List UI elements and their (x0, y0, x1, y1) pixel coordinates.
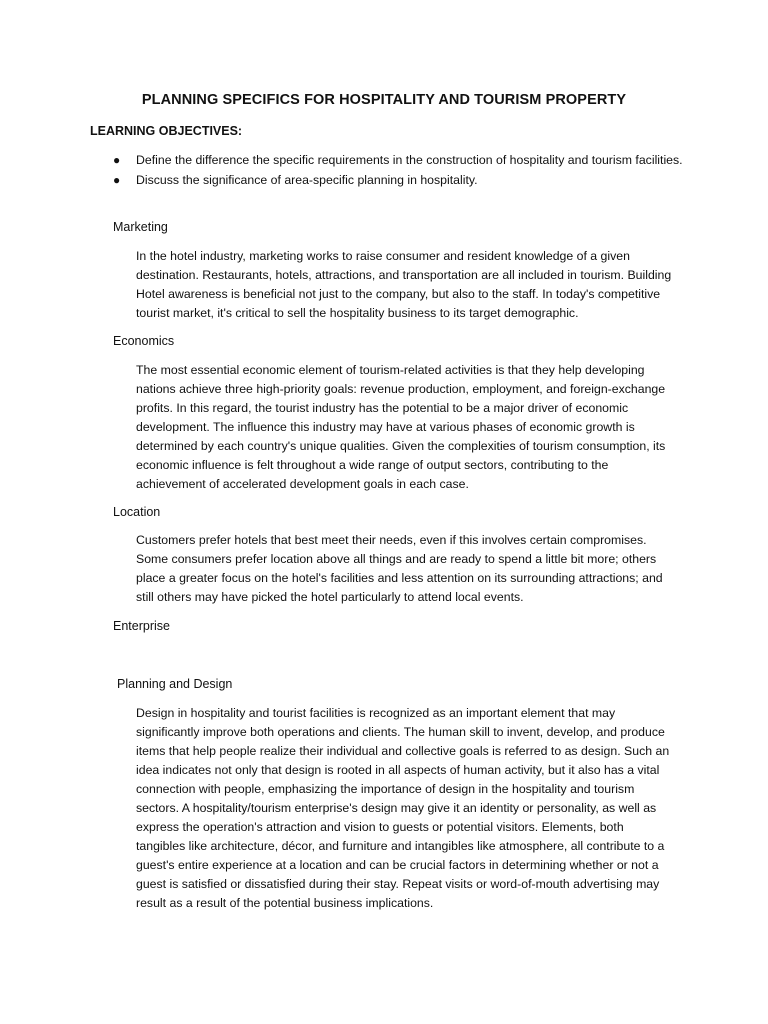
section-heading-planning-design: Planning and Design (117, 677, 233, 691)
bullet-icon: ● (113, 153, 121, 167)
list-item (113, 171, 693, 190)
section-heading-enterprise: Enterprise (113, 619, 170, 633)
objective-text: Discuss the significance of area-specific planning in hospitality. (136, 173, 478, 187)
section-body-economics: The most essential economic element of tourism-related activities is that they help developing nations achieve three high-priority goals: revenue production, employment, and foreign-exchange profits. In this regard, the tourist industry has the potential to be a major driver of economic development. The influence this industry may have at various phases of economic growth is determined by each country's unique qualities. Given the complexities of tourism consumption, its economic influence is felt throughout a wide range of output sectors, contributing to the achievement of accelerated development goals in each case. (136, 363, 666, 491)
page-title: PLANNING SPECIFICS FOR HOSPITALITY AND TOURISM PROPERTY (141, 92, 627, 108)
section-heading-location: Location (113, 505, 161, 519)
section-body-marketing: In the hotel industry, marketing works to raise consumer and resident knowledge of a given destination. Restaurants, hotels, attractions, and transportation are all included in tourism. Building Hotel awareness is beneficial not just to the company, but also to the staff. In today's competitive tourist market, it's critical to sell the hospitality business to its target demographic. (136, 249, 672, 320)
section-body-location: Customers prefer hotels that best meet their needs, even if this involves certain compromises. Some consumers prefer location above all things and are ready to spend a little bit more; others place a greater focus on the hotel's facilities and less attention on its surrounding attractions; and still others may have picked the hotel particularly to attend local events. (136, 533, 663, 604)
bullet-icon: ● (113, 173, 121, 187)
section-heading-marketing: Marketing (113, 220, 168, 234)
list-item (113, 151, 693, 170)
section-heading-economics: Economics (113, 334, 175, 348)
objectives-list (113, 151, 693, 191)
section-body-planning-design: Design in hospitality and tourist facilities is recognized as an important element that may significantly improve both operations and clients. The human skill to invent, develop, and produce items that help people realize their individual and collective goals is referred to as design. Such an idea indicates not only that design is rooted in all aspects of human activity, but it also has a vital connection with people, emphasizing the importance of design in the hospitality and tourism sectors. A hospitality/tourism enterprise's design may give it an identity or personality, as well as express the operation's attraction and vision to guests or potential visitors. Elements, both tangibles like architecture, décor, and furniture and intangibles like atmosphere, all contribute to a guest's entire experience at a location and can be crucial factors in determining whether or not a guest is satisfied or dissatisfied during their stay. Repeat visits or word-of-mouth advertising may result as a result of the potential business implications. (136, 706, 670, 910)
objective-text: Define the difference the specific requirements in the construction of hospitality and tourism facilities. (136, 153, 683, 167)
learning-objectives-heading: LEARNING OBJECTIVES: (90, 124, 243, 138)
